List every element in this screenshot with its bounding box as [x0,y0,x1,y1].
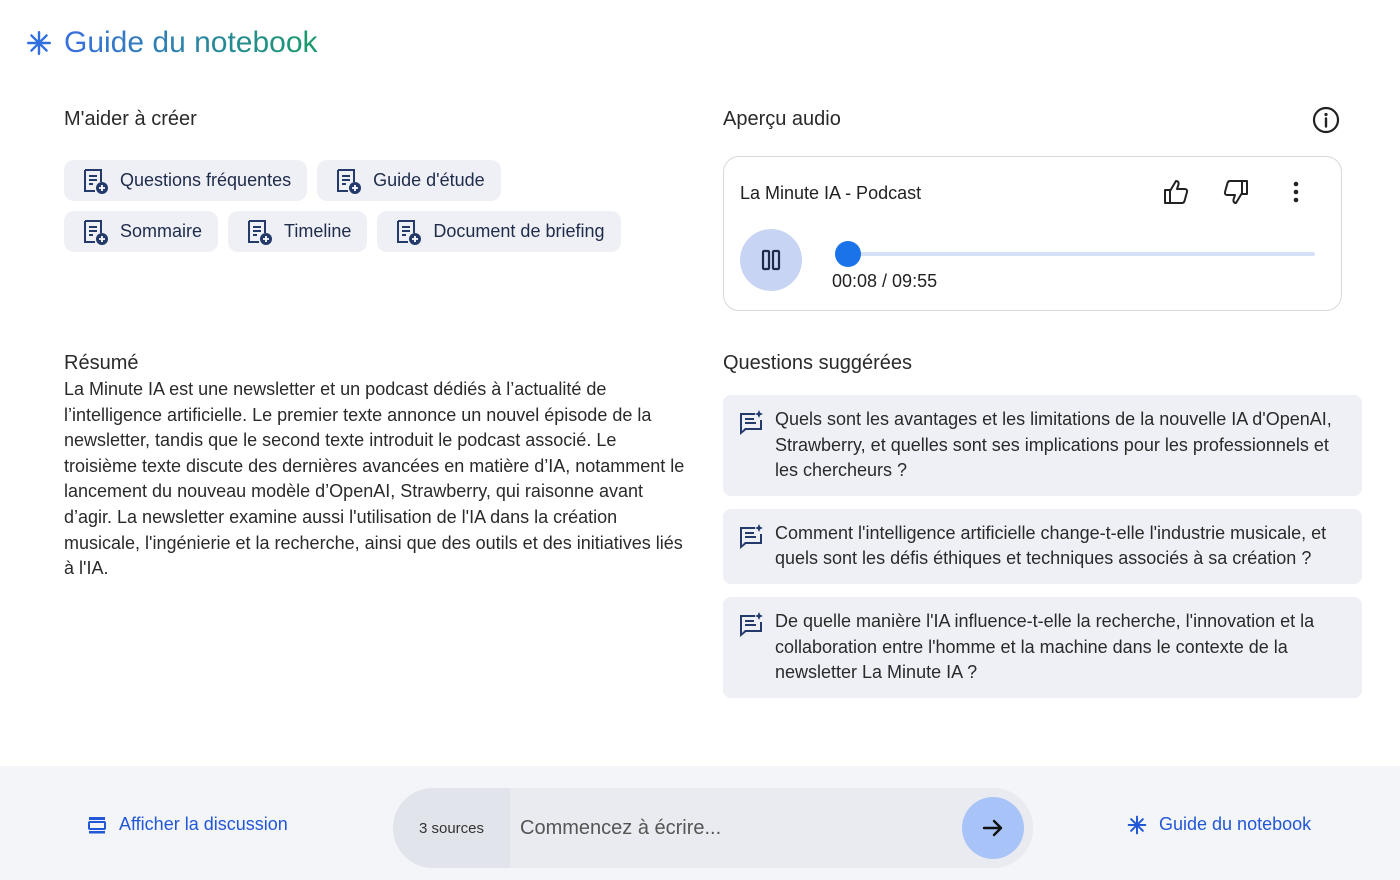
thumbs-down-icon[interactable] [1221,177,1251,207]
more-options-icon[interactable] [1281,177,1311,207]
page-title: Guide du notebook [64,26,318,59]
question-text: De quelle manière l'IA influence-t-elle la recherche, l'innovation et la collaboration entre l'homme et la machine dans le contexte de la newsletter La Minute IA ? [775,610,1315,683]
show-chat-button[interactable] [87,814,288,835]
chat-sparkle-icon [737,523,765,551]
info-icon[interactable] [1311,105,1341,135]
arrow-right-icon [980,815,1006,841]
question-text: Comment l'intelligence artificielle change-t-elle l'industrie musicale, et quels sont les défis éthiques et techniques associés à sa création ? [775,522,1327,569]
notebook-guide-label: Guide du notebook [1159,814,1312,834]
chat-sparkle-icon [737,409,765,437]
sparkle-icon [26,30,52,56]
chat-input[interactable] [510,788,1033,868]
footer-bar [0,766,1400,880]
audio-progress-thumb[interactable] [835,241,861,267]
create-chips [64,160,664,252]
study-guide-chip[interactable] [317,160,501,201]
chat-panel-icon [87,815,107,835]
send-button[interactable] [962,797,1024,859]
chat-sparkle-icon [737,611,765,639]
notebook-guide-header [26,26,318,60]
suggested-question[interactable] [723,597,1362,698]
thumbs-up-icon[interactable] [1161,177,1191,207]
pause-button[interactable] [740,229,802,291]
audio-section-label: Aperçu audio [723,108,841,130]
summary-title: Résumé [64,352,139,374]
question-text: Quels sont les avantages et les limitations de la nouvelle IA d'OpenAI, Strawberry, et quelles sont ses implications pour les professionnels et les chercheurs ? [775,409,1332,481]
chip-label: Document de briefing [433,221,605,241]
chip-label: Questions fréquentes [120,170,292,190]
suggested-question[interactable] [723,395,1362,496]
note-add-icon [80,166,110,196]
note-add-icon [80,217,110,247]
faq-chip[interactable] [64,160,307,201]
briefing-doc-chip[interactable] [377,211,620,252]
pause-icon [760,249,782,271]
audio-actions [1161,177,1311,207]
sources-badge[interactable]: 3 sources [418,819,485,837]
sparkle-icon [1127,815,1147,835]
chat-composer [393,788,1033,868]
audio-title: La Minute IA - Podcast [740,183,922,203]
note-add-icon [393,217,423,247]
note-add-icon [244,217,274,247]
timeline-chip[interactable] [228,211,367,252]
summary-text: La Minute IA est une newsletter et un podcast dédiés à l’actualité de l’intelligence artificielle. Le premier texte annonce un nouvel épisode de la newsletter, tandis que le second texte introduit le podcast associé. Le troisième texte discute des dernières avancées en matière d’IA, notamment le lancement du nouveau modèle d’OpenAI, Strawberry, qui raisonne avant d’agir. La newsletter examine aussi l'utilisation de l'IA dans la création musicale, l'ingénierie et la recherche, ainsi que des outils et des initiatives liés à l'IA. [64,379,685,579]
suggested-question[interactable] [723,509,1362,584]
chip-label: Guide d'étude [373,170,485,190]
questions-section-label: Questions suggérées [723,352,913,374]
notebook-guide-button[interactable] [1127,814,1311,835]
audio-progress-track[interactable] [842,252,1315,256]
create-section-label: M'aider à créer [64,108,197,130]
summary-chip[interactable] [64,211,218,252]
audio-time: 00:08 / 09:55 [832,271,938,291]
chip-label: Sommaire [120,221,203,241]
suggested-questions [723,395,1362,698]
chip-label: Timeline [284,221,352,241]
audio-player-card [723,156,1342,311]
show-chat-label: Afficher la discussion [119,814,288,834]
note-add-icon [333,166,363,196]
